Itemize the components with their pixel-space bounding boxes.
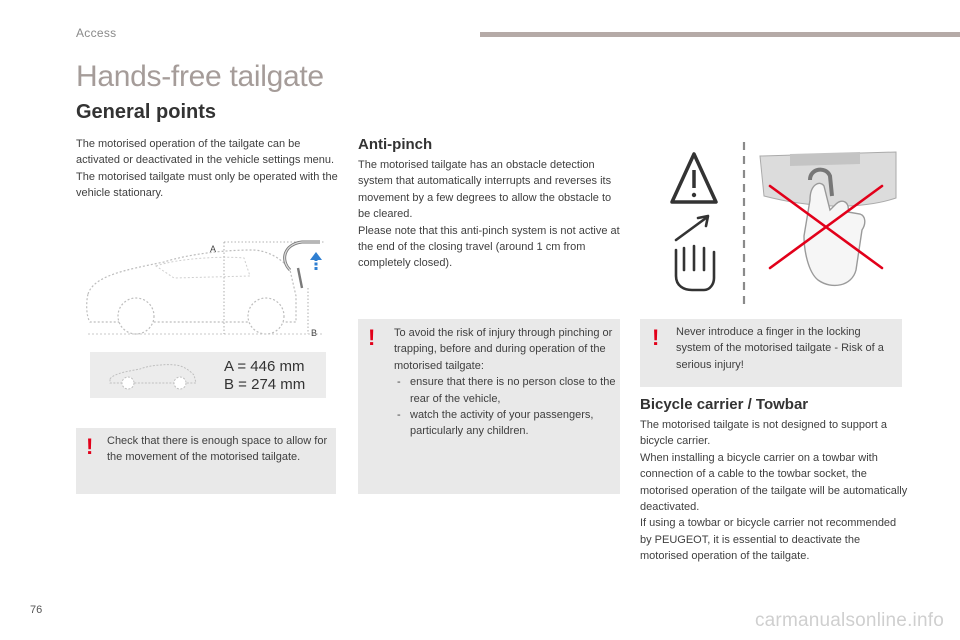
label-b: B (311, 328, 318, 338)
space-warning-text: Check that there is enough space to allow for the movement of the motorised tailgate. (107, 435, 328, 464)
section-tag: Access (76, 26, 117, 40)
paragraph: The motorised tailgate must only be operated with the vehicle stationary. (76, 170, 338, 200)
car-side-illustration (84, 236, 334, 344)
dimension-b: B = 274 mm (224, 376, 306, 393)
paragraph: The motorised tailgate has an obstacle detection system that automatically interrupts and reverses its movement by a few degrees to allow the obstacle to be cleared. (358, 159, 612, 221)
anti-pinch-heading: Anti-pinch (358, 136, 433, 153)
anti-pinch-text (358, 157, 620, 272)
finger-illustration (660, 140, 910, 310)
page-title: Hands-free tailgate (76, 60, 324, 93)
paragraph: The motorised operation of the tailgate can be activated or deactivated in the vehicle settings menu. (76, 138, 335, 167)
list-item: - ensure that there is no person close to the rear of the vehicle, (394, 374, 616, 407)
header-bar (480, 32, 960, 37)
paragraph: The motorised tailgate is not designed to support a bicycle carrier. (640, 419, 888, 448)
label-a: A (210, 244, 217, 254)
pinch-warning-text (394, 325, 616, 440)
pinch-warning-box (358, 319, 620, 494)
pinch-warning-intro: To avoid the risk of injury through pinching or trapping, before and during operation of the motorised tailgate: (394, 327, 613, 372)
finger-warning-illustration (660, 140, 910, 310)
pinch-warning-list (394, 374, 616, 440)
paragraph: When installing a bicycle carrier on a towbar with connection of a cable to the towbar socket, the motorised operation of the tailgate will be automatically deactivated. (640, 451, 908, 514)
finger-warning-box (640, 319, 902, 387)
finger-warning-text: Never introduce a finger in the locking system of the motorised tailgate - Risk of a serious injury! (676, 326, 884, 371)
paragraph: Please note that this anti-pinch system is not active at the end of the closing travel (around 1 cm from completely closed). (358, 224, 620, 270)
warning-exclamation-icon: ! (368, 325, 376, 350)
general-points-text (76, 136, 338, 202)
general-points-heading: General points (76, 101, 217, 123)
dimensions-panel (90, 352, 326, 398)
bicycle-carrier-text (640, 417, 910, 565)
warning-exclamation-icon: ! (86, 434, 94, 459)
list-item: - watch the activity of your passengers, particularly any children. (394, 407, 616, 440)
space-warning-box (76, 428, 336, 494)
warning-triangle-icon (672, 154, 716, 202)
page-number: 76 (30, 604, 43, 616)
paragraph: If using a towbar or bicycle carrier not recommended by PEUGEOT, it is essential to deactivate the motorised operation of the tailgate. (640, 517, 897, 563)
tailgate-clearance-diagram (84, 236, 334, 344)
watermark: carmanualsonline.info (754, 610, 944, 631)
warning-exclamation-icon: ! (652, 325, 660, 350)
hand-icon (676, 216, 714, 290)
dimension-a: A = 446 mm (224, 358, 305, 375)
bicycle-carrier-heading: Bicycle carrier / Towbar (640, 396, 809, 413)
car-thumbnail (106, 361, 206, 391)
